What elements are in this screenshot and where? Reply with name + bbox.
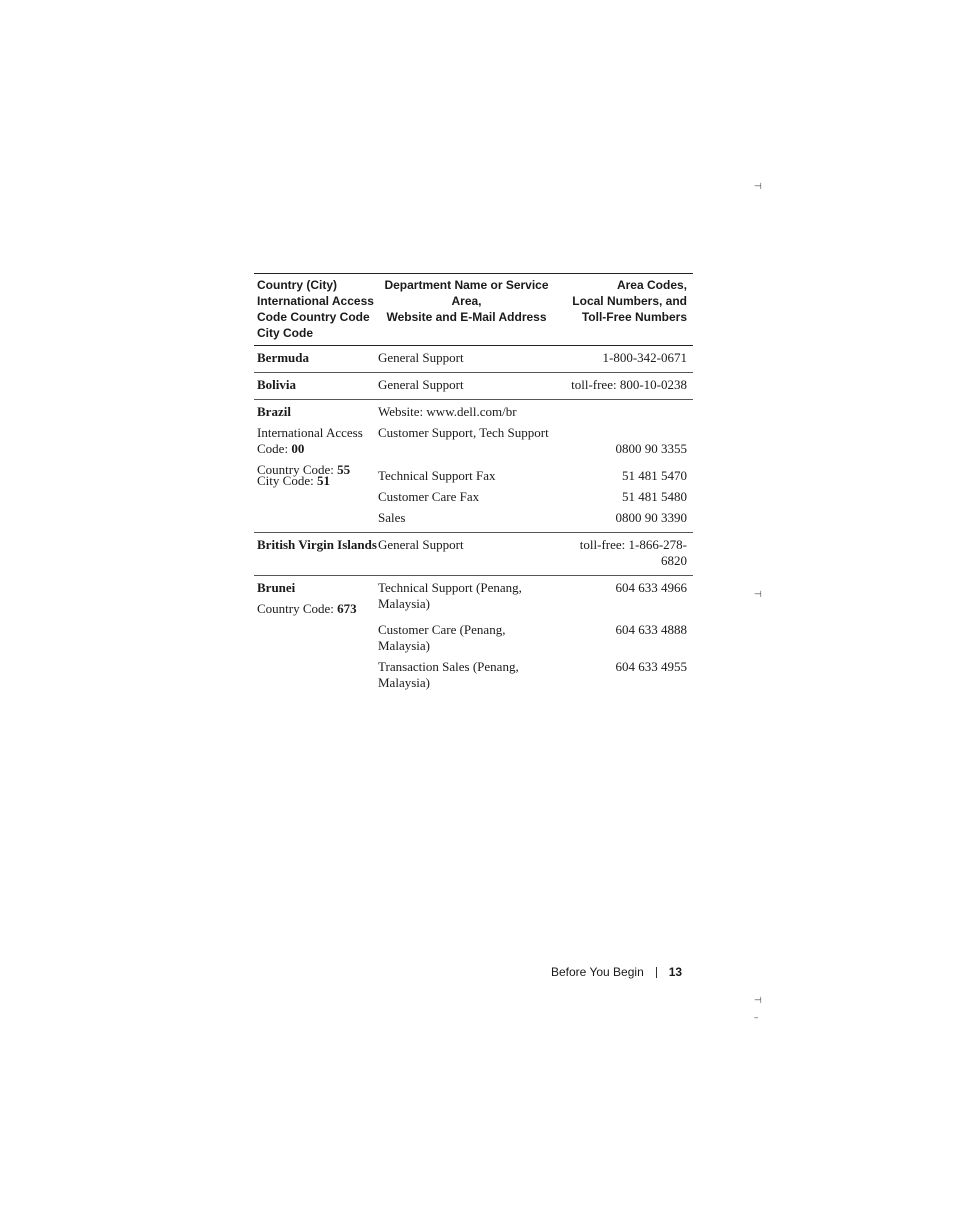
department: Technical Support (Penang, Malaysia) [378,580,522,611]
contact-table [254,273,693,697]
country-name: Brunei [257,580,296,595]
phone-number: toll-free: 800-10-0238 [571,377,687,392]
table-row [254,375,693,396]
country-name: Bermuda [257,350,309,365]
footer-divider [656,967,657,978]
crop-mark: ⊣ [754,590,762,600]
department: Customer Care Fax [378,489,480,504]
department: Sales [378,510,406,525]
phone-number: 0800 90 3390 [615,510,687,525]
access-code: International Access Code: 00 [257,425,363,456]
page-number: 13 [668,965,683,979]
department: General Support [378,377,464,392]
country-name: Brazil [257,404,291,419]
table-row [254,508,693,529]
phone-number: 604 633 4966 [615,580,687,595]
table-row [254,348,693,369]
phone-number: 51 481 5470 [622,468,687,483]
department: Customer Care (Penang, Malaysia) [378,622,506,653]
country-code: Country Code: 673 [257,601,357,616]
phone-number: 51 481 5480 [622,489,687,504]
country-name: British Virgin Islands [257,537,377,552]
country-name: Bolivia [257,377,297,392]
department: Technical Support Fax [378,468,496,483]
table-row [254,402,693,423]
table-row [254,620,693,657]
website: Website: www.dell.com/br [378,404,517,419]
phone-number: 0800 90 3355 [615,441,687,456]
table-row [254,657,693,694]
country-group-bolivia [254,373,693,400]
table-row [254,423,693,460]
department: Customer Support, Tech Support [378,425,549,440]
country-group-bvi [254,533,693,576]
crop-mark: ⊣ [754,996,762,1006]
department: General Support [378,537,464,552]
website-link[interactable]: www.dell.com/br [426,404,517,419]
crop-mark: ⊣ [754,182,762,192]
country-group-brunei [254,576,693,697]
table-row [254,578,693,620]
country-group-brazil [254,400,693,533]
phone-number: 604 633 4955 [615,659,687,674]
city-code: City Code: 51 [257,473,330,488]
department: General Support [378,350,464,365]
header-numbers: Area Codes, Local Numbers, and Toll-Free Numbers [572,278,687,324]
header-country: Country (City) International Access Code Country Code City Code [257,278,374,340]
table-header [254,273,693,346]
page-footer [551,964,682,980]
phone-number: 1-800-342-0671 [602,350,687,365]
section-title: Before You Begin [551,965,644,979]
crop-mark: – [754,1013,759,1023]
header-department: Department Name or Service Area, Website and E-Mail Address [384,278,549,324]
country-group-bermuda [254,346,693,373]
department: Transaction Sales (Penang, Malaysia) [378,659,519,690]
country-info [254,578,375,620]
table-row [254,535,693,572]
country-code: Country Code: 55 [257,462,351,477]
phone-number: 604 633 4888 [615,622,687,637]
phone-number: toll-free: 1-866-278-6820 [579,537,687,568]
